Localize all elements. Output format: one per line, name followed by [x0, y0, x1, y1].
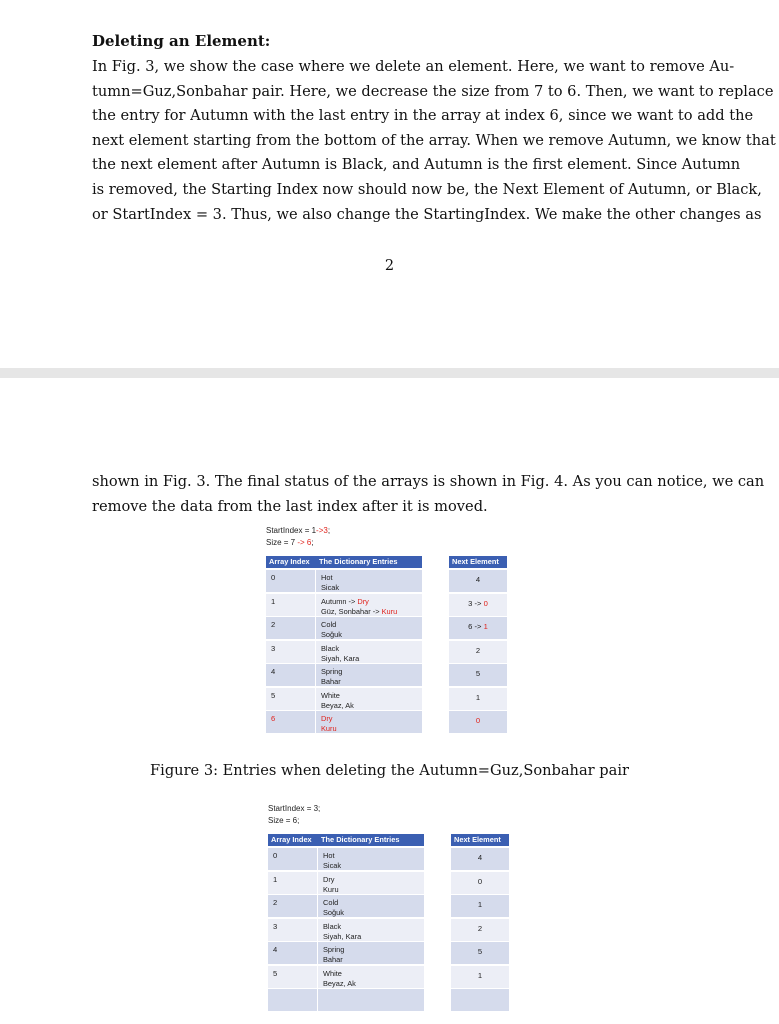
start-index-label: StartIndex = 1->3; [266, 526, 331, 535]
table-header [449, 556, 507, 568]
table-row [266, 570, 422, 592]
array-index-cell: 3 [273, 921, 278, 931]
array-index-cell: 2 [273, 898, 278, 907]
paragraph-line: next element starting from the bottom of the array. When we remove Autumn, we know that [92, 131, 776, 149]
entry-english: Cold [321, 620, 337, 629]
next-element-row [449, 594, 507, 616]
array-index-cell: 0 [271, 573, 276, 582]
entry-english: Spring [321, 667, 343, 676]
entry-english: Spring [323, 945, 345, 954]
table-row [266, 617, 422, 639]
entry-english: Black [321, 643, 340, 653]
next-element-row [451, 919, 509, 941]
entry-turkish: Siyah, Kara [321, 653, 360, 663]
next-element-row [449, 688, 507, 710]
table-row [268, 895, 424, 917]
col-dictionary-entries: The Dictionary Entries [319, 557, 398, 566]
table-row [268, 872, 424, 894]
table-header [451, 834, 509, 846]
next-element-cell: 1 [475, 692, 481, 702]
next-element-cell: 1 [477, 970, 483, 980]
entry-english: White [323, 968, 342, 978]
next-element-row [449, 617, 507, 639]
column-divider [317, 989, 318, 1011]
table-row [268, 848, 424, 870]
entry-english: Black [323, 921, 342, 931]
table-row [268, 966, 424, 988]
col-next-element: Next Element [454, 835, 501, 844]
table-header [268, 834, 424, 846]
table-row [266, 711, 422, 733]
paragraph-line: the entry for Autumn with the last entry in the array at index 6, since we want to add the [92, 107, 754, 125]
col-array-index: Array Index [271, 835, 312, 844]
next-element-cell: 0 [475, 716, 481, 725]
next-element-cell: 3 -> 0 [468, 598, 488, 608]
next-element-row [449, 641, 507, 663]
entry-turkish: Sicak [323, 861, 342, 870]
entry-turkish: Bahar [323, 955, 343, 964]
column-divider [315, 664, 316, 686]
column-divider [317, 942, 318, 964]
array-index-cell: 5 [271, 690, 276, 700]
start-index-change: ->3 [316, 526, 328, 535]
table-row [266, 664, 422, 686]
entry-turkish: Kuru [321, 724, 337, 733]
column-divider [317, 919, 318, 941]
next-element-row [449, 664, 507, 686]
column-divider [317, 895, 318, 917]
column-divider [315, 594, 316, 616]
size-label: Size = 7 -> 6; [266, 538, 314, 547]
entry-english-change: Dry [357, 596, 369, 606]
column-divider [315, 570, 316, 592]
entry-turkish: Bahar [321, 677, 341, 686]
size-label: Size = 6; [268, 816, 300, 825]
entry-english: Cold [323, 898, 339, 907]
next-element-cell: 6 -> 1 [468, 622, 488, 631]
column-divider [315, 617, 316, 639]
next-element-cell: 4 [475, 575, 481, 584]
paragraph-line: the next element after Autumn is Black, and Autumn is the first element. Since Autumn [92, 156, 741, 174]
entry-english: Hot [321, 573, 333, 582]
size-change: -> 6 [297, 538, 312, 547]
page-1 [0, 0, 779, 368]
array-index-cell: 3 [271, 643, 276, 653]
entry-english: Dry [323, 874, 335, 884]
table-row [268, 919, 424, 941]
entry-turkish: Kuru [323, 884, 339, 894]
array-index-cell: 4 [271, 667, 276, 676]
entry-turkish: Beyaz, Ak [323, 978, 356, 988]
paragraph-line: In Fig. 3, we show the case where we delete an element. Here, we want to remove Au- [92, 58, 735, 75]
array-index-cell: 2 [271, 620, 276, 629]
next-element-cell: 4 [477, 853, 483, 862]
array-index-cell: 1 [271, 596, 276, 606]
paragraph-line: or StartIndex = 3. Thus, we also change the StartingIndex. We make the other changes as [92, 205, 762, 223]
page-number: 2 [384, 258, 395, 274]
table-row [266, 641, 422, 663]
next-element-change: 0 [483, 598, 488, 608]
page-separator [0, 368, 779, 378]
table-row [266, 594, 422, 616]
paragraph-line: tumn=Guz,Sonbahar pair. Here, we decrease the size from 7 to 6. Then, we want to replace [92, 82, 774, 100]
next-element-cell: 0 [477, 876, 483, 886]
next-element-row [451, 895, 509, 917]
col-dictionary-entries: The Dictionary Entries [321, 835, 400, 844]
entry-english: Dry [321, 714, 333, 723]
table-row [268, 989, 424, 1011]
next-element-row [451, 989, 509, 1011]
column-divider [317, 848, 318, 870]
column-divider [315, 688, 316, 710]
array-index-cell: 5 [273, 968, 278, 978]
next-element-cell: 2 [477, 923, 483, 933]
page-2 [0, 378, 779, 1024]
next-element-cell: 5 [475, 669, 481, 678]
array-index-cell: 4 [273, 945, 278, 954]
next-element-row [449, 570, 507, 592]
next-element-cell: 5 [477, 947, 483, 956]
next-element-cell: 2 [475, 645, 481, 655]
figure-4 [268, 802, 508, 1022]
paragraph-line: is removed, the Starting Index now should now be, the Next Element of Autumn, or Black, [92, 180, 762, 198]
column-divider [315, 641, 316, 663]
page2-paragraph [92, 470, 765, 519]
entry-turkish: Soğuk [323, 908, 344, 917]
next-element-change: 1 [483, 622, 488, 631]
section-heading: Deleting an Element: [92, 32, 271, 50]
start-index-label: StartIndex = 3; [268, 804, 321, 813]
figure-3-caption: Figure 3: Entries when deleting the Autumn=Guz,Sonbahar pair [150, 762, 629, 779]
paragraph-line: shown in Fig. 3. The final status of the arrays is shown in Fig. 4. As you can notice, we can [92, 473, 765, 490]
next-element-row [451, 942, 509, 964]
entry-turkish-change: Kuru [381, 606, 398, 616]
page1-paragraph [92, 55, 776, 227]
paragraph-line: remove the data from the last index after it is moved. [92, 497, 488, 515]
table-row [268, 942, 424, 964]
column-divider [315, 711, 316, 733]
next-element-cell: 1 [477, 900, 483, 909]
next-element-row [451, 848, 509, 870]
col-next-element: Next Element [452, 557, 499, 566]
entry-turkish: Sicak [321, 583, 340, 592]
array-index-cell: 0 [273, 851, 278, 860]
entry-english: Hot [323, 851, 335, 860]
column-divider [317, 966, 318, 988]
array-index-cell: 6 [271, 714, 276, 723]
next-element-row [449, 711, 507, 733]
column-divider [317, 872, 318, 894]
entry-english: Autumn -> Dry [321, 596, 369, 606]
entry-turkish: Beyaz, Ak [321, 700, 354, 710]
figure-3 [266, 524, 506, 744]
table-row [266, 688, 422, 710]
entry-turkish: Soğuk [321, 630, 342, 639]
entry-english: White [321, 690, 340, 700]
entry-turkish: Güz, Sonbahar -> Kuru [321, 606, 398, 616]
col-array-index: Array Index [269, 557, 310, 566]
next-element-row [451, 872, 509, 894]
entry-turkish: Siyah, Kara [323, 931, 362, 941]
next-element-row [451, 966, 509, 988]
table-header [266, 556, 422, 568]
array-index-cell: 1 [273, 874, 278, 884]
